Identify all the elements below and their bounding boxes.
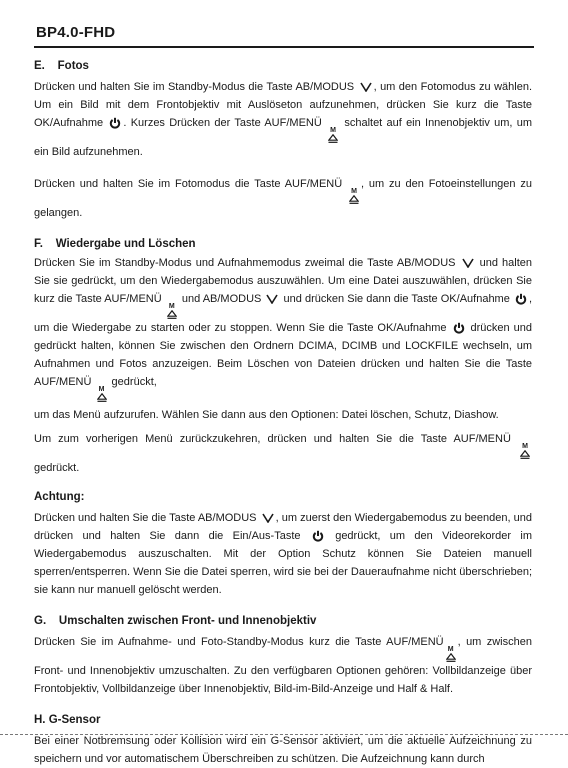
power-icon [515, 293, 527, 305]
menu-up-icon: M [349, 188, 359, 204]
manual-section [34, 60, 532, 222]
paragraph-text: , um die Wiedergabe zu starten oder zu stoppen. Wenn Sie die Taste OK/Aufnahme [34, 293, 532, 334]
down-mode-icon [462, 258, 474, 268]
paragraph-text: und drücken Sie dann die Taste OK/Aufnahme [280, 293, 513, 305]
menu-up-icon: M [446, 646, 456, 662]
paragraph-text: , um zwischen Front- und Innenobjektiv umzuschalten. Zu den verfügbaren Optionen gehören: Vollbildanzeige über Frontobjektiv, Vollbildanzeige über Innenobjektiv, Bild-im-Bild-Anzeige und Half & Half. [34, 636, 532, 695]
header-divider [34, 46, 534, 48]
paragraph-text: , um den Fotomodus zu wählen. Um ein Bild mit dem Frontobjektiv mit Auslöseton aufzunehmen, drücken Sie kurz die Taste OK/Aufnahme [34, 81, 532, 129]
section-paragraph [34, 406, 532, 424]
paragraph-text: Drücken und halten Sie im Fotomodus die Taste AUF/MENÜ [34, 178, 348, 190]
menu-up-icon: M [328, 127, 338, 143]
power-icon [312, 530, 324, 542]
paragraph-text: . Kurzes Drücken der Taste AUF/MENÜ [123, 117, 327, 129]
section-paragraph [34, 633, 532, 698]
paragraph-text: Drücken Sie im Aufnahme- und Foto-Standby-Modus kurz die Taste AUF/MENÜ [34, 636, 444, 648]
section-paragraph [34, 430, 532, 477]
section-paragraph [34, 509, 532, 599]
section-heading: Achtung: [34, 491, 85, 503]
document-header-title: BP4.0-FHD [36, 24, 116, 41]
manual-section [34, 238, 532, 477]
paragraph-text: , um zu den Fotoeinstellungen zu gelangen. [34, 178, 532, 219]
power-icon [109, 117, 121, 129]
manual-section [34, 714, 532, 768]
down-mode-icon [262, 513, 274, 523]
section-paragraph [34, 732, 532, 768]
section-paragraph [34, 78, 532, 161]
section-heading: G. Umschalten zwischen Front- und Innenobjektiv [34, 615, 317, 627]
paragraph-text: Drücken und halten Sie im Standby-Modus die Taste AB/MODUS [34, 81, 358, 93]
paragraph-text: Bei einer Notbremsung oder Kollision wird ein G-Sensor aktiviert, um die aktuelle Aufzeichnung zu speichern und vor automatischem Überschreiben zu schützen. Die Aufzeichnung kann durch [34, 735, 532, 765]
paragraph-text: Um zum vorherigen Menü zurückzukehren, drücken und halten Sie die Taste AUF/MENÜ [34, 433, 518, 445]
paragraph-text: gedrückt, [108, 376, 157, 388]
manual-section [34, 615, 532, 698]
paragraph-text: Drücken Sie im Standby-Modus und Aufnahmemodus zweimal die Taste AB/MODUS [34, 257, 460, 269]
section-paragraph [34, 254, 532, 402]
menu-up-icon: M [167, 303, 177, 319]
section-heading: E. Fotos [34, 60, 89, 72]
menu-up-icon: M [97, 386, 107, 402]
manual-section [34, 491, 532, 599]
menu-up-icon: M [520, 443, 530, 459]
paragraph-text: um das Menü aufzurufen. Wählen Sie dann aus den Optionen: Datei löschen, Schutz, Diashow. [34, 409, 499, 421]
paragraph-text: Drücken und halten Sie die Taste AB/MODUS [34, 512, 260, 524]
down-mode-icon [266, 294, 278, 304]
section-heading: H. G-Sensor [34, 714, 101, 726]
paragraph-text: und halten Sie sie gedrückt, um den Wiedergabemodus auszuwählen. Um eine Datei auszuwählen, drücken Sie kurz die Taste AUF/MENÜ [34, 257, 533, 305]
paragraph-text: , um zuerst den Wiedergabemodus zu beenden, und drücken und halten Sie dann die Ein/Aus-Taste [34, 512, 532, 542]
paragraph-text: gedrückt. [34, 462, 80, 474]
paragraph-text: drücken und gedrückt halten, können Sie zwischen den Ordnern DCIMA, DCIMB und LOCKFILE wechseln, um Aufnahmen und Fotos anzuzeigen. Beim Löschen von Dateien drücken und halten Sie die Taste AUF/MENÜ [34, 322, 532, 388]
paragraph-text: und AB/MODUS [178, 293, 265, 305]
paragraph-text: gedrückt, um den Videorekorder im Wiedergabemodus auszuschalten. Mit der Option Schutz können Sie Dateien manuell sperren/entsperren. Wenn Sie die Datei sperren, wird sie bei der Daueraufnahme nicht überschrieben; sie kann nur manuell gelöscht werden. [34, 530, 532, 596]
page-bottom-divider [0, 734, 568, 735]
paragraph-text: schaltet auf ein Innenobjektiv um, um ein Bild aufzunehmen. [34, 117, 532, 158]
section-heading: F. Wiedergabe und Löschen [34, 238, 196, 250]
section-paragraph [34, 175, 532, 222]
manual-content [34, 60, 532, 768]
down-mode-icon [360, 82, 372, 92]
power-icon [453, 322, 465, 334]
